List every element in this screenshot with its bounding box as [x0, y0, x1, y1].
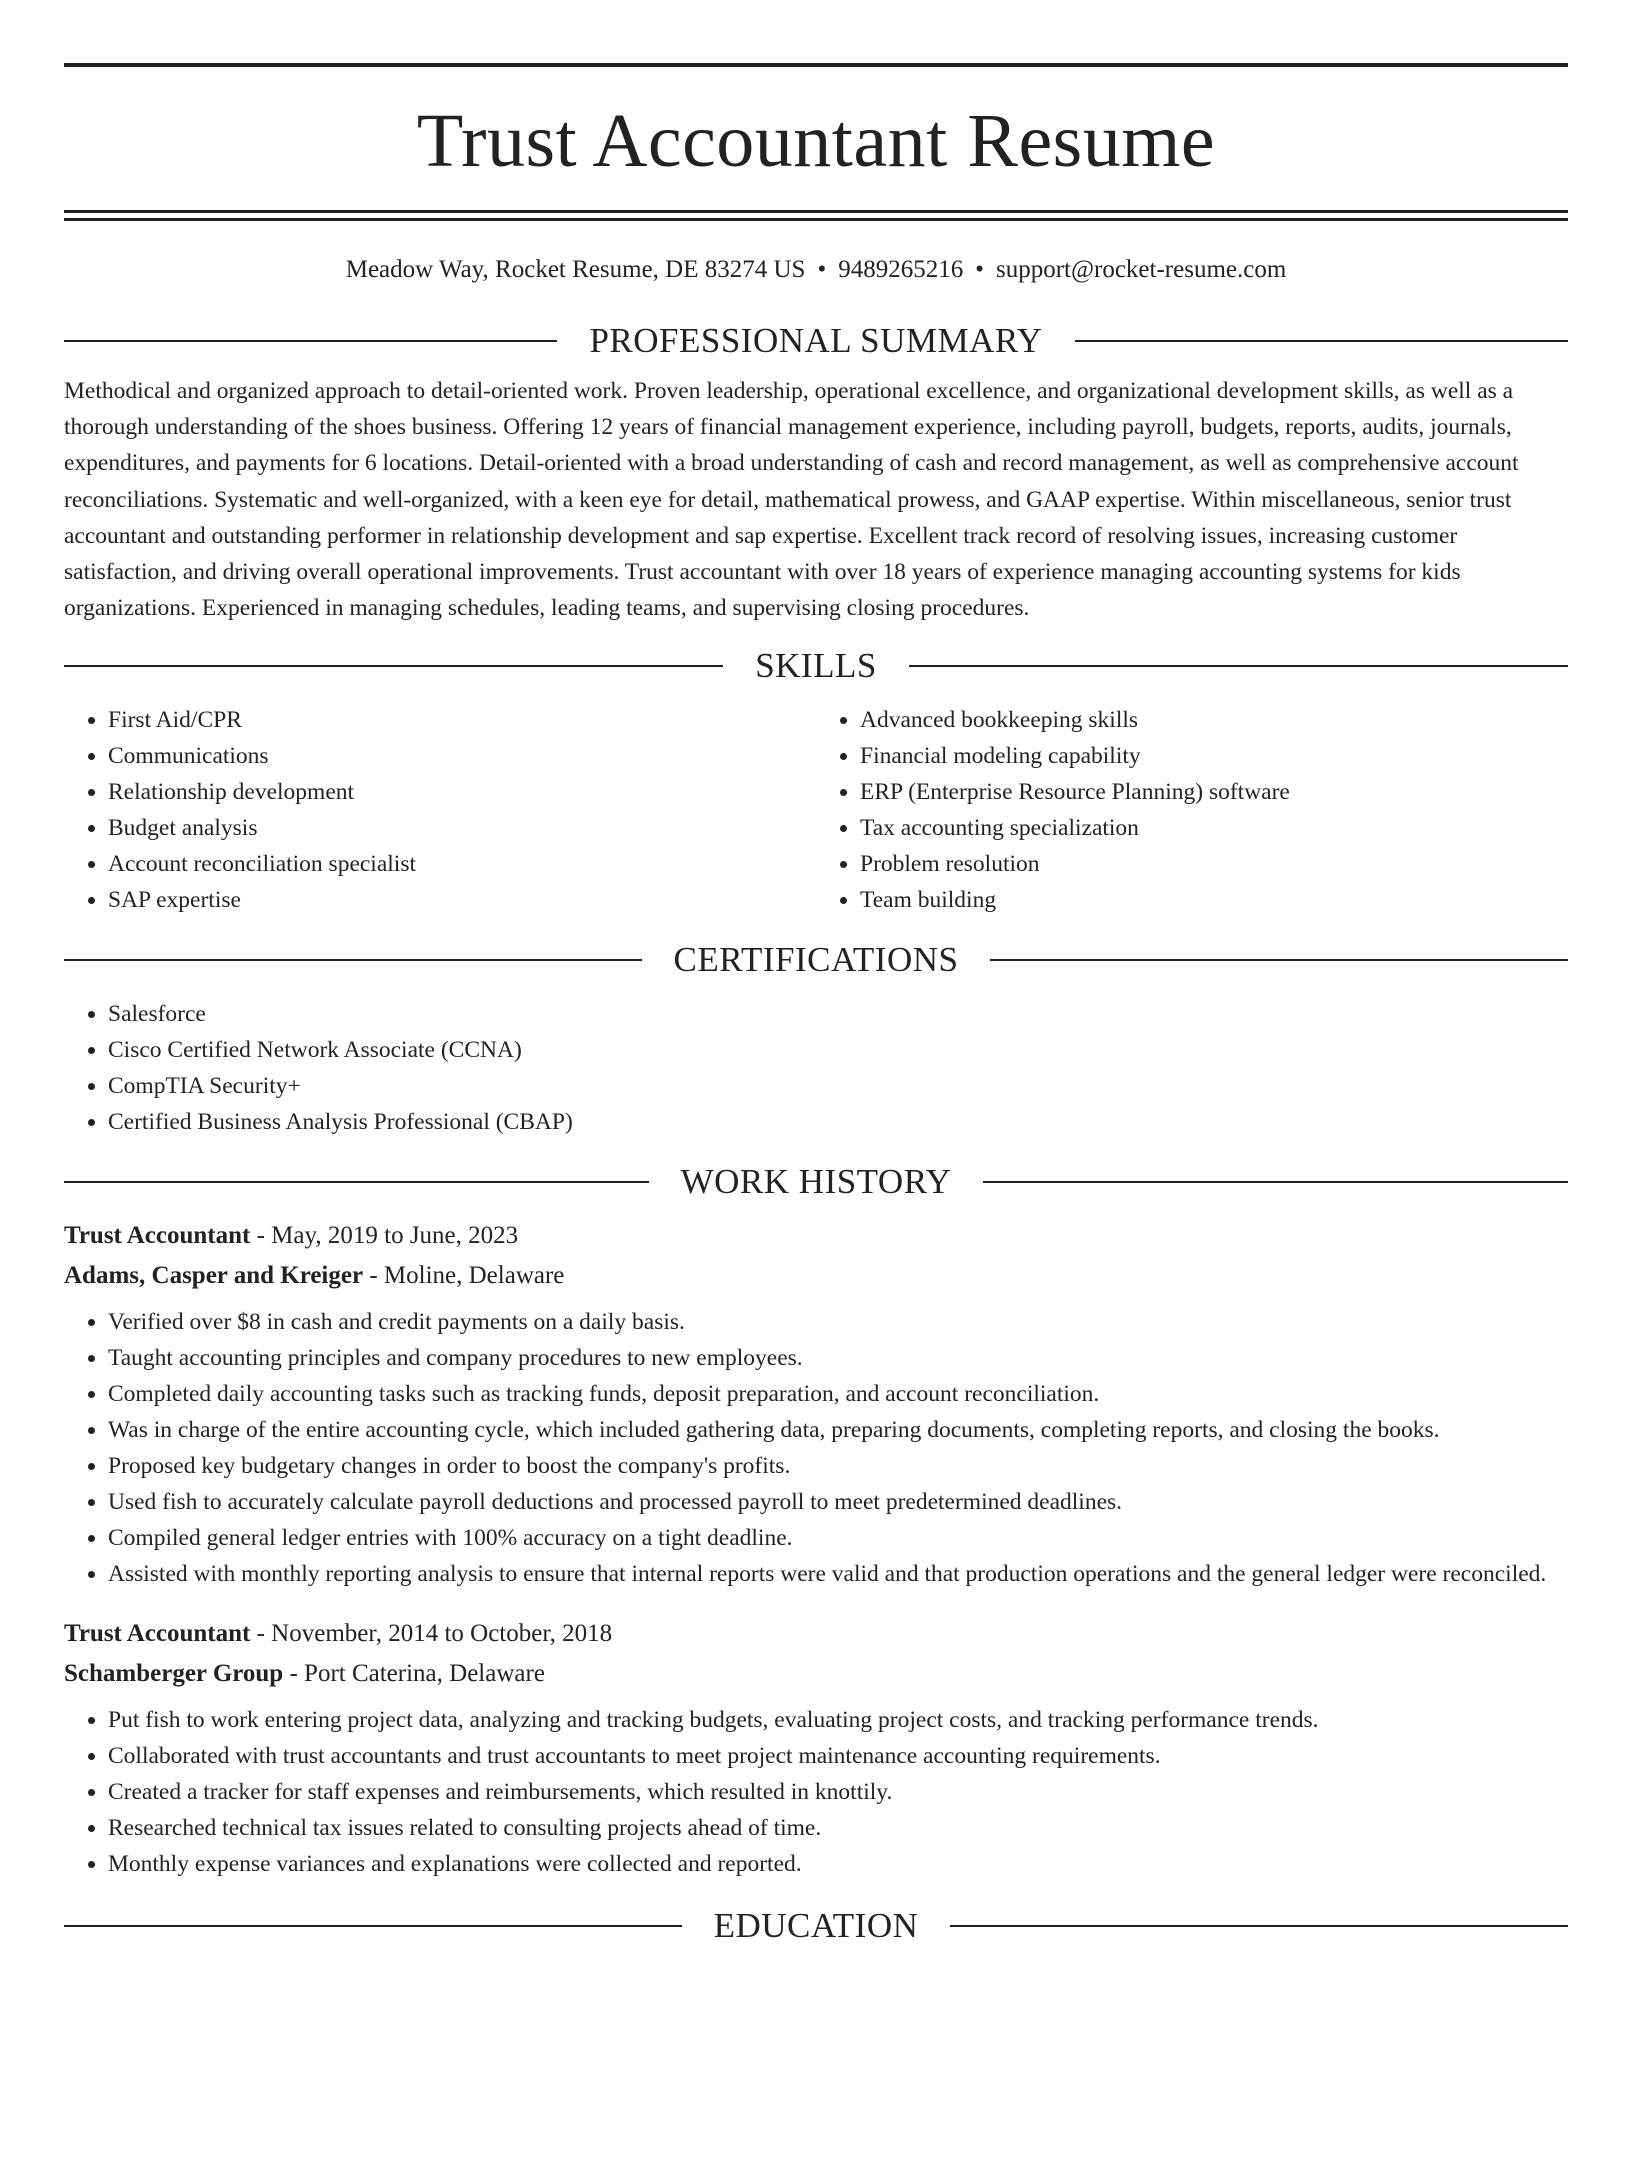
- section-rule-right: [983, 1181, 1568, 1183]
- skill-item: • Account reconciliation specialist: [108, 846, 816, 882]
- section-header-work: [64, 1160, 1568, 1204]
- job-title-line: [64, 1216, 1568, 1256]
- job-bullet: • Created a tracker for staff expenses and reimbursements, which resulted in knottily.: [108, 1774, 1568, 1810]
- job-dates: - November, 2014 to October, 2018: [250, 1620, 613, 1648]
- job-dates: - May, 2019 to June, 2023: [250, 1222, 519, 1250]
- skills-columns: [64, 702, 1568, 918]
- job-bullets: [64, 1304, 1568, 1592]
- contact-email: support@rocket-resume.com: [995, 256, 1287, 283]
- section-header-skills: [64, 644, 1568, 688]
- skill-item: • Problem resolution: [860, 846, 1568, 882]
- title-double-rule: [64, 210, 1568, 221]
- section-title-summary: PROFESSIONAL SUMMARY: [589, 321, 1043, 360]
- contact-separator: •: [817, 256, 827, 283]
- job-company-line: [64, 1654, 1568, 1694]
- top-rule: [64, 63, 1568, 67]
- section-header-summary: [64, 319, 1568, 363]
- job-bullet: • Was in charge of the entire accounting cycle, which included gathering data, preparing documents, completing reports, and closing the books.: [108, 1412, 1568, 1448]
- page-title: Trust Accountant Resume: [416, 99, 1216, 183]
- contact-phone: 9489265216: [838, 256, 964, 283]
- job-bullet: • Monthly expense variances and explanations were collected and reported.: [108, 1846, 1568, 1882]
- contact-address: Meadow Way, Rocket Resume, DE 83274 US: [345, 256, 806, 283]
- job-bullet: • Verified over $8 in cash and credit payments on a daily basis.: [108, 1304, 1568, 1340]
- section-title-skills: SKILLS: [755, 646, 877, 686]
- job-bullet: • Put fish to work entering project data, analyzing and tracking budgets, evaluating project costs, and tracking performance trends.: [108, 1702, 1568, 1738]
- certification-item: • Salesforce: [108, 996, 1568, 1032]
- section-title-education: EDUCATION: [713, 1906, 919, 1946]
- job-title: Trust Accountant: [64, 1222, 251, 1250]
- skills-list-right: [816, 702, 1568, 918]
- job-title: Trust Accountant: [64, 1620, 251, 1648]
- skill-item: • SAP expertise: [108, 882, 816, 918]
- section-header-education: [64, 1904, 1568, 1948]
- job-bullets: [64, 1702, 1568, 1882]
- skill-item: • Tax accounting specialization: [860, 810, 1568, 846]
- section-rule-right: [950, 1925, 1568, 1927]
- section-rule-left: [64, 1925, 682, 1927]
- section-rule-left: [64, 340, 557, 342]
- job-bullet: • Researched technical tax issues related to consulting projects ahead of time.: [108, 1810, 1568, 1846]
- job-company: Schamberger Group: [64, 1660, 284, 1688]
- skill-item: • Advanced bookkeeping skills: [860, 702, 1568, 738]
- job-location: - Moline, Delaware: [363, 1262, 565, 1290]
- job-bullet: • Used fish to accurately calculate payroll deductions and processed payroll to meet predetermined deadlines.: [108, 1484, 1568, 1520]
- summary-text: Methodical and organized approach to detail-oriented work. Proven leadership, operational excellence, and organizational development skills, as well as a thorough understanding of the shoes business. Offering 12 years of financial management experience, including payroll, budgets, reports, audits, journals, expenditures, and payments for 6 locations. Detail-oriented with a broad understanding of cash and record management, as well as comprehensive account reconciliations. Systematic and well-organized, with a keen eye for detail, mathematical prowess, and GAAP expertise. Within miscellaneous, senior trust accountant and outstanding performer in relationship development and sap expertise. Excellent track record of resolving issues, increasing customer satisfaction, and driving overall operational improvements. Trust accountant with over 18 years of experience managing accounting systems for kids organizations. Experienced in managing schedules, leading teams, and supervising closing procedures.: [64, 378, 1519, 622]
- resume-page: [0, 63, 1632, 2175]
- job-bullet: • Assisted with monthly reporting analysis to ensure that internal reports were valid and that production operations and the general ledger were reconciled.: [108, 1556, 1568, 1592]
- certification-item: • Cisco Certified Network Associate (CCNA): [108, 1032, 1568, 1068]
- section-rule-left: [64, 665, 723, 667]
- job-bullet: • Compiled general ledger entries with 100% accuracy on a tight deadline.: [108, 1520, 1568, 1556]
- skill-item: • Relationship development: [108, 774, 816, 810]
- skill-item: • Budget analysis: [108, 810, 816, 846]
- job-entry: [64, 1216, 1568, 1592]
- contact-separator: •: [975, 256, 984, 283]
- job-title-line: [64, 1614, 1568, 1654]
- skill-item: • Financial modeling capability: [860, 738, 1568, 774]
- section-title-work: WORK HISTORY: [680, 1162, 952, 1202]
- section-rule-right: [909, 665, 1568, 667]
- job-company: Adams, Casper and Kreiger: [64, 1262, 364, 1290]
- job-bullet: • Taught accounting principles and company procedures to new employees.: [108, 1340, 1568, 1376]
- contact-line: [64, 255, 1568, 285]
- certifications-list: [64, 996, 1568, 1140]
- section-rule-right: [1075, 340, 1568, 342]
- job-location: - Port Caterina, Delaware: [283, 1660, 545, 1688]
- job-bullet: • Proposed key budgetary changes in order to boost the company's profits.: [108, 1448, 1568, 1484]
- section-rule-left: [64, 1181, 649, 1183]
- skill-item: • Communications: [108, 738, 816, 774]
- section-rule-right: [990, 959, 1568, 961]
- skills-list-left: [64, 702, 816, 918]
- job-entry: [64, 1614, 1568, 1882]
- skill-item: • First Aid/CPR: [108, 702, 816, 738]
- section-rule-left: [64, 959, 642, 961]
- job-company-line: [64, 1256, 1568, 1296]
- job-bullet: • Completed daily accounting tasks such as tracking funds, deposit preparation, and account reconciliation.: [108, 1376, 1568, 1412]
- skill-item: • Team building: [860, 882, 1568, 918]
- section-title-certifications: CERTIFICATIONS: [673, 940, 959, 980]
- certification-item: • Certified Business Analysis Professional (CBAP): [108, 1104, 1568, 1140]
- section-header-certifications: [64, 938, 1568, 982]
- job-bullet: • Collaborated with trust accountants and trust accountants to meet project maintenance accounting requirements.: [108, 1738, 1568, 1774]
- skill-item: • ERP (Enterprise Resource Planning) software: [860, 774, 1568, 810]
- certification-item: • CompTIA Security+: [108, 1068, 1568, 1104]
